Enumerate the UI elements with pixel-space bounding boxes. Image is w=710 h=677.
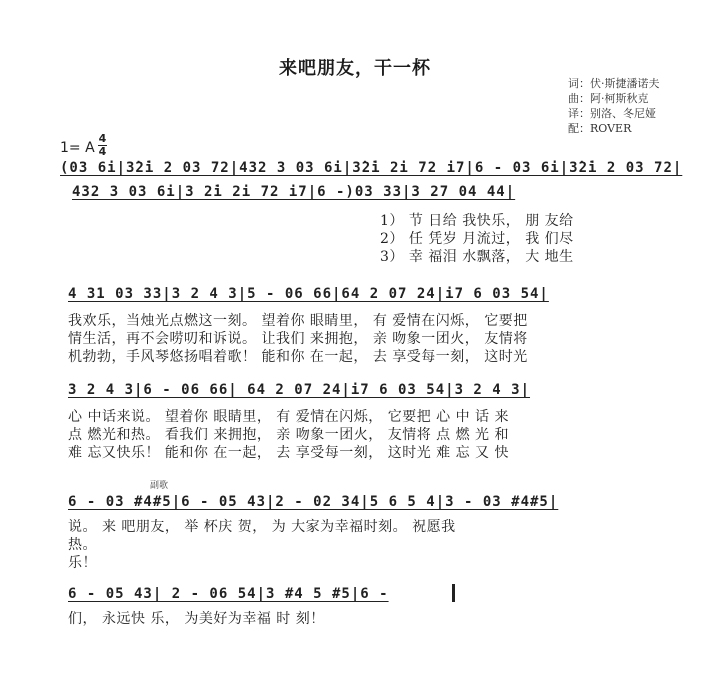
lyric-verse-2-intro: 2） 任 凭岁 月流过， 我 们尽: [380, 231, 574, 247]
lyric-line-5b: 热。: [68, 537, 97, 553]
lyricist-credit: 词：伏·斯捷潘诺夫: [568, 77, 660, 90]
music-line-1: (03 6i|3̇2̇i 2 03 72|432 3 03 6i|3̇2̇i 2i 72 i7|6 - 03 6i|3̇2̇i 2 03 72|: [60, 160, 683, 176]
music-line-2: 432 3 03 6i|3 2̇i 2i 72 i7|6 -)03 33|3 27 04 44|: [72, 184, 516, 200]
composer-credit: 曲：阿·柯斯秋克: [568, 92, 649, 105]
music-line-6: 6 - 05 43| 2 - 06 54|3 #4 5 #5|6 -: [68, 586, 389, 602]
lyric-line-4b: 点 燃光和热。 看我们 来拥抱， 亲 吻象一团火， 友情将 点 燃 光 和: [68, 427, 510, 443]
chorus-label: 副歌: [150, 481, 169, 491]
lyric-line-4c: 难 忘又快乐！ 能和你 在一起， 去 享受每一刻， 这时光 难 忘 又 快: [68, 445, 510, 461]
credits: [568, 76, 660, 136]
lyric-line-3a: 我欢乐，当烛光点燃这一刻。 望着你 眼睛里， 有 爱情在闪烁， 它要把: [68, 313, 528, 329]
lyric-line-5a: 说。 来 吧朋友， 举 杯庆 贺， 为 大家为幸福时刻。 祝愿我: [68, 519, 456, 535]
music-line-5: 6 - 03 #4#5|6 - 05 43|2 - 02 34|5 6 5 4|3 - 03 #4#5|: [68, 494, 559, 510]
translator-credit: 译：别洛、冬尼娅: [568, 107, 656, 120]
time-signature-top: 4: [98, 132, 107, 145]
time-signature: [98, 134, 107, 157]
arranger-credit: 配：ROVER: [568, 122, 632, 135]
lyric-line-6: 们， 永远快 乐， 为美好为幸福 时 刻！: [68, 611, 325, 627]
music-line-3: 4 31 03 33|3 2 4 3|5 - 06 66|64 2 07 24|i7 6 03 54|: [68, 286, 549, 302]
key-signature: 1= A: [60, 140, 95, 156]
lyric-verse-3-intro: 3） 幸 福泪 水飘落， 大 地生: [380, 249, 574, 265]
lyric-line-5c: 乐！: [68, 555, 97, 571]
lyric-line-3b: 情生活，再不会唠叨和诉说。 让我们 来拥抱， 亲 吻象一团火， 友情将: [68, 331, 528, 347]
time-signature-bottom: 4: [98, 145, 107, 158]
lyric-line-3c: 机勃勃，手风琴悠扬唱着歌！ 能和你 在一起， 去 享受每一刻， 这时光: [68, 349, 528, 365]
music-line-4: 3 2 4 3|6 - 06 66| 64 2 07 24|i7 6 03 54|3 2 4 3|: [68, 382, 531, 398]
lyric-verse-1-intro: 1） 节 日给 我快乐， 朋 友给: [380, 213, 574, 229]
lyric-line-4a: 心 中话来说。 望着你 眼睛里， 有 爱情在闪烁， 它要把 心 中 话 来: [68, 409, 510, 425]
song-title: 来吧朋友，干一杯: [279, 58, 431, 79]
final-barline: [452, 584, 455, 602]
